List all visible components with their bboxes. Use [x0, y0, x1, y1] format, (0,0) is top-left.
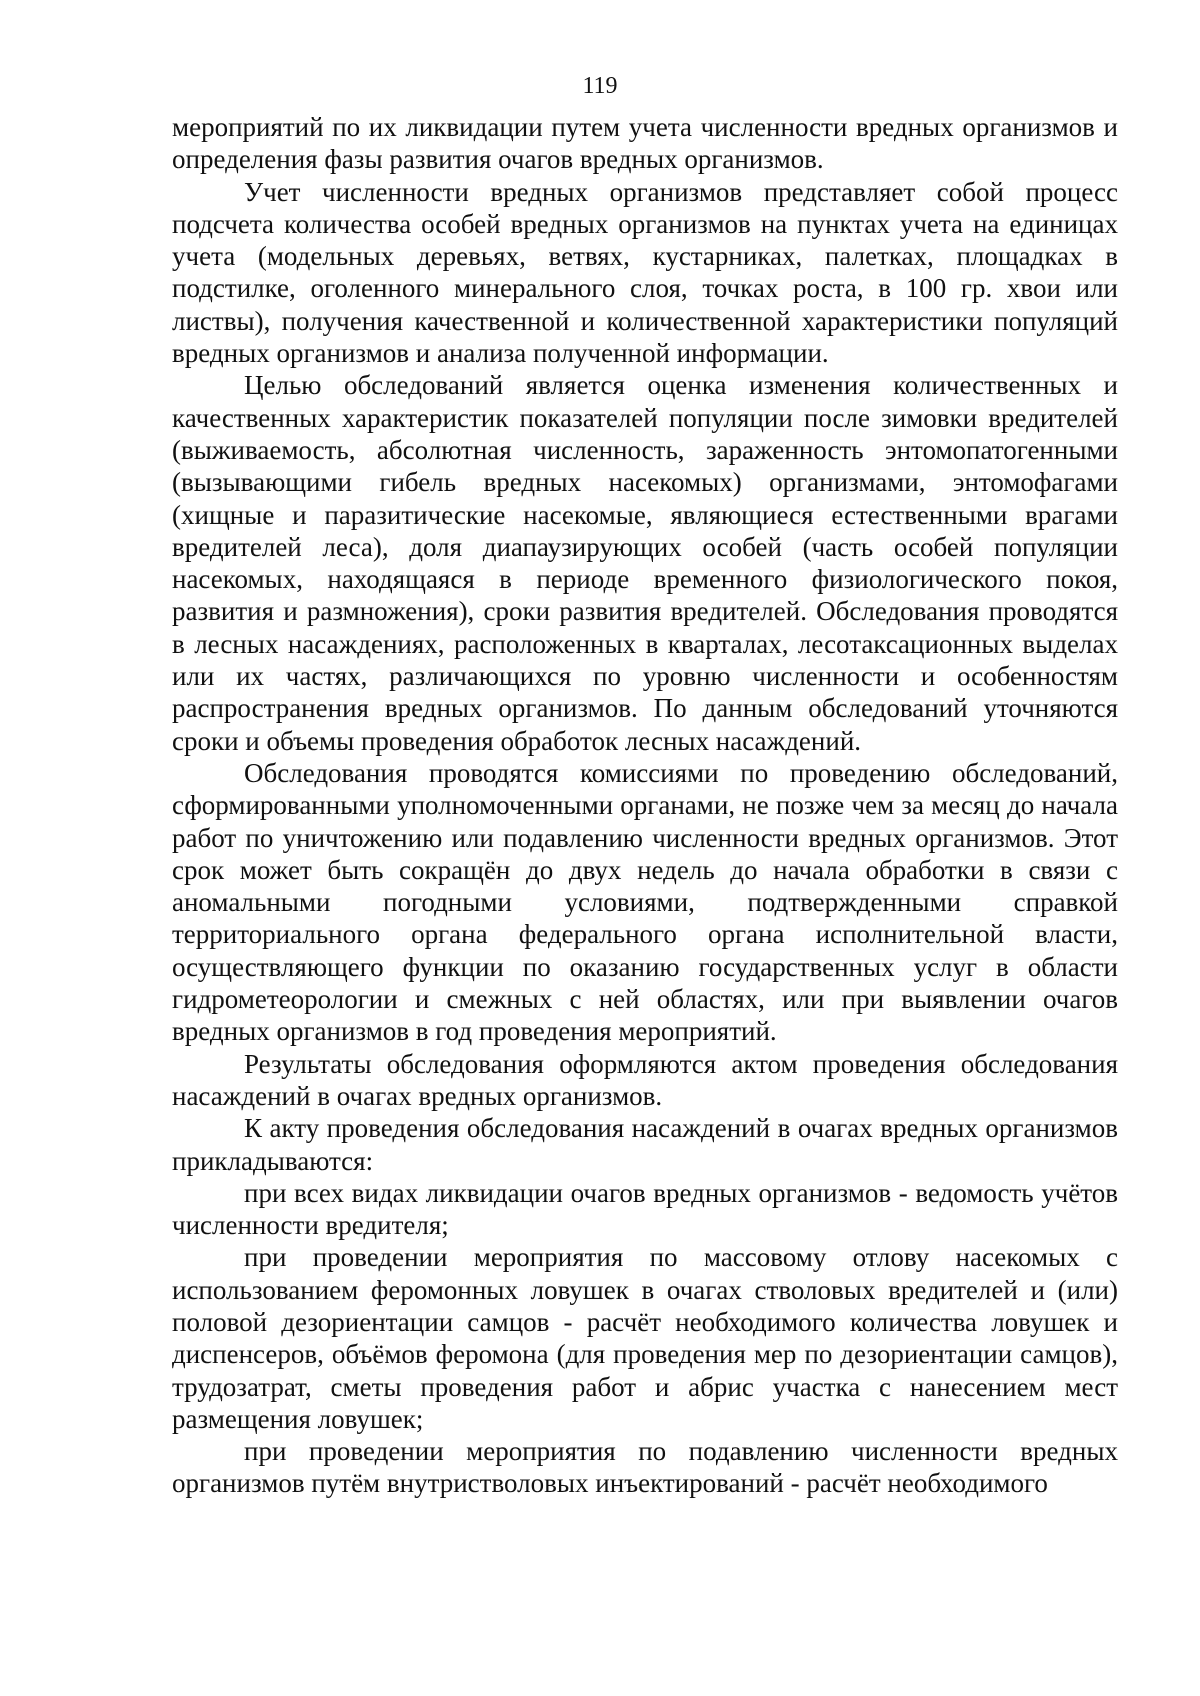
paragraph-3: Целью обследований является оценка изменения количественных и качественных характеристик показателей популяции после зимовки вредителей (выживаемость, абсолютная численность, зараженность энтомопатогенными (вызывающими гибель вредных насекомых) организмами, энтомофагами (хищные и паразитические насекомые, являющиеся естественными врагами вредителей леса), доля диапаузирующих особей (часть особей популяции насекомых, находящаяся в периоде временного физиологического покоя, развития и размножения), сроки развития вредителей. Обследования проводятся в лесных насаждениях, расположенных в кварталах, лесотаксационных выделах или их частях, различающихся по уровню численности и особенностям распространения вредных организмов. По данным обследований уточняются сроки и объемы проведения обработок лесных насаждений. [172, 370, 1118, 756]
paragraph-6: К акту проведения обследования насаждений в очагах вредных организмов прикладываются: [172, 1113, 1118, 1176]
paragraph-7: при всех видах ликвидации очагов вредных организмов - ведомость учётов численности вредителя; [172, 1177, 1118, 1241]
paragraph-5: Результаты обследования оформляются актом проведения обследования насаждений в очагах вредных организмов. [172, 1048, 1118, 1111]
paragraph-8: при проведении мероприятия по массовому отлову насекомых с использованием феромонных ловушек в очагах стволовых вредителей и (или) половой дезориентации самцов - расчёт необходимого количества ловушек и диспенсеров, объёмов феромона (для проведения мер по дезориентации самцов), трудозатрат, сметы проведения работ и абрис участка с нанесением мест размещения ловушек; [172, 1242, 1118, 1434]
paragraph-4: Обследования проводятся комиссиями по проведению обследований, сформированными уполномоченными органами, не позже чем за месяц до начала работ по уничтожению или подавлению численности вредных организмов. Этот срок может быть сокращён до двух недель до начала обработки в связи с аномальными погодными условиями, подтвержденными справкой территориального органа федерального органа исполнительной власти, осуществляющего функции по оказанию государственных услуг в области гидрометеорологии и смежных с ней областях, или при выявлении очагов вредных организмов в год проведения мероприятий. [172, 757, 1118, 1047]
paragraph-2: Учет численности вредных организмов представляет собой процесс подсчета количества особей вредных организмов на пунктах учета на единицах учета (модельных деревьях, ветвях, кустарниках, палетках, площадках в подстилке, оголенного минерального слоя, точках роста, в 100 гр. хвои или листвы), получения качественной и количественной характеристики популяций вредных организмов и анализа полученной информации. [172, 176, 1118, 369]
document-body [172, 111, 1118, 1500]
paragraph-1: мероприятий по их ликвидации путем учета численности вредных организмов и определения фазы развития очагов вредных организмов. [172, 112, 1118, 175]
page-number: 119 [582, 73, 618, 99]
paragraph-9: при проведении мероприятия по подавлению численности вредных организмов путём внутристволовых инъектирований - расчёт необходимого [172, 1436, 1118, 1499]
